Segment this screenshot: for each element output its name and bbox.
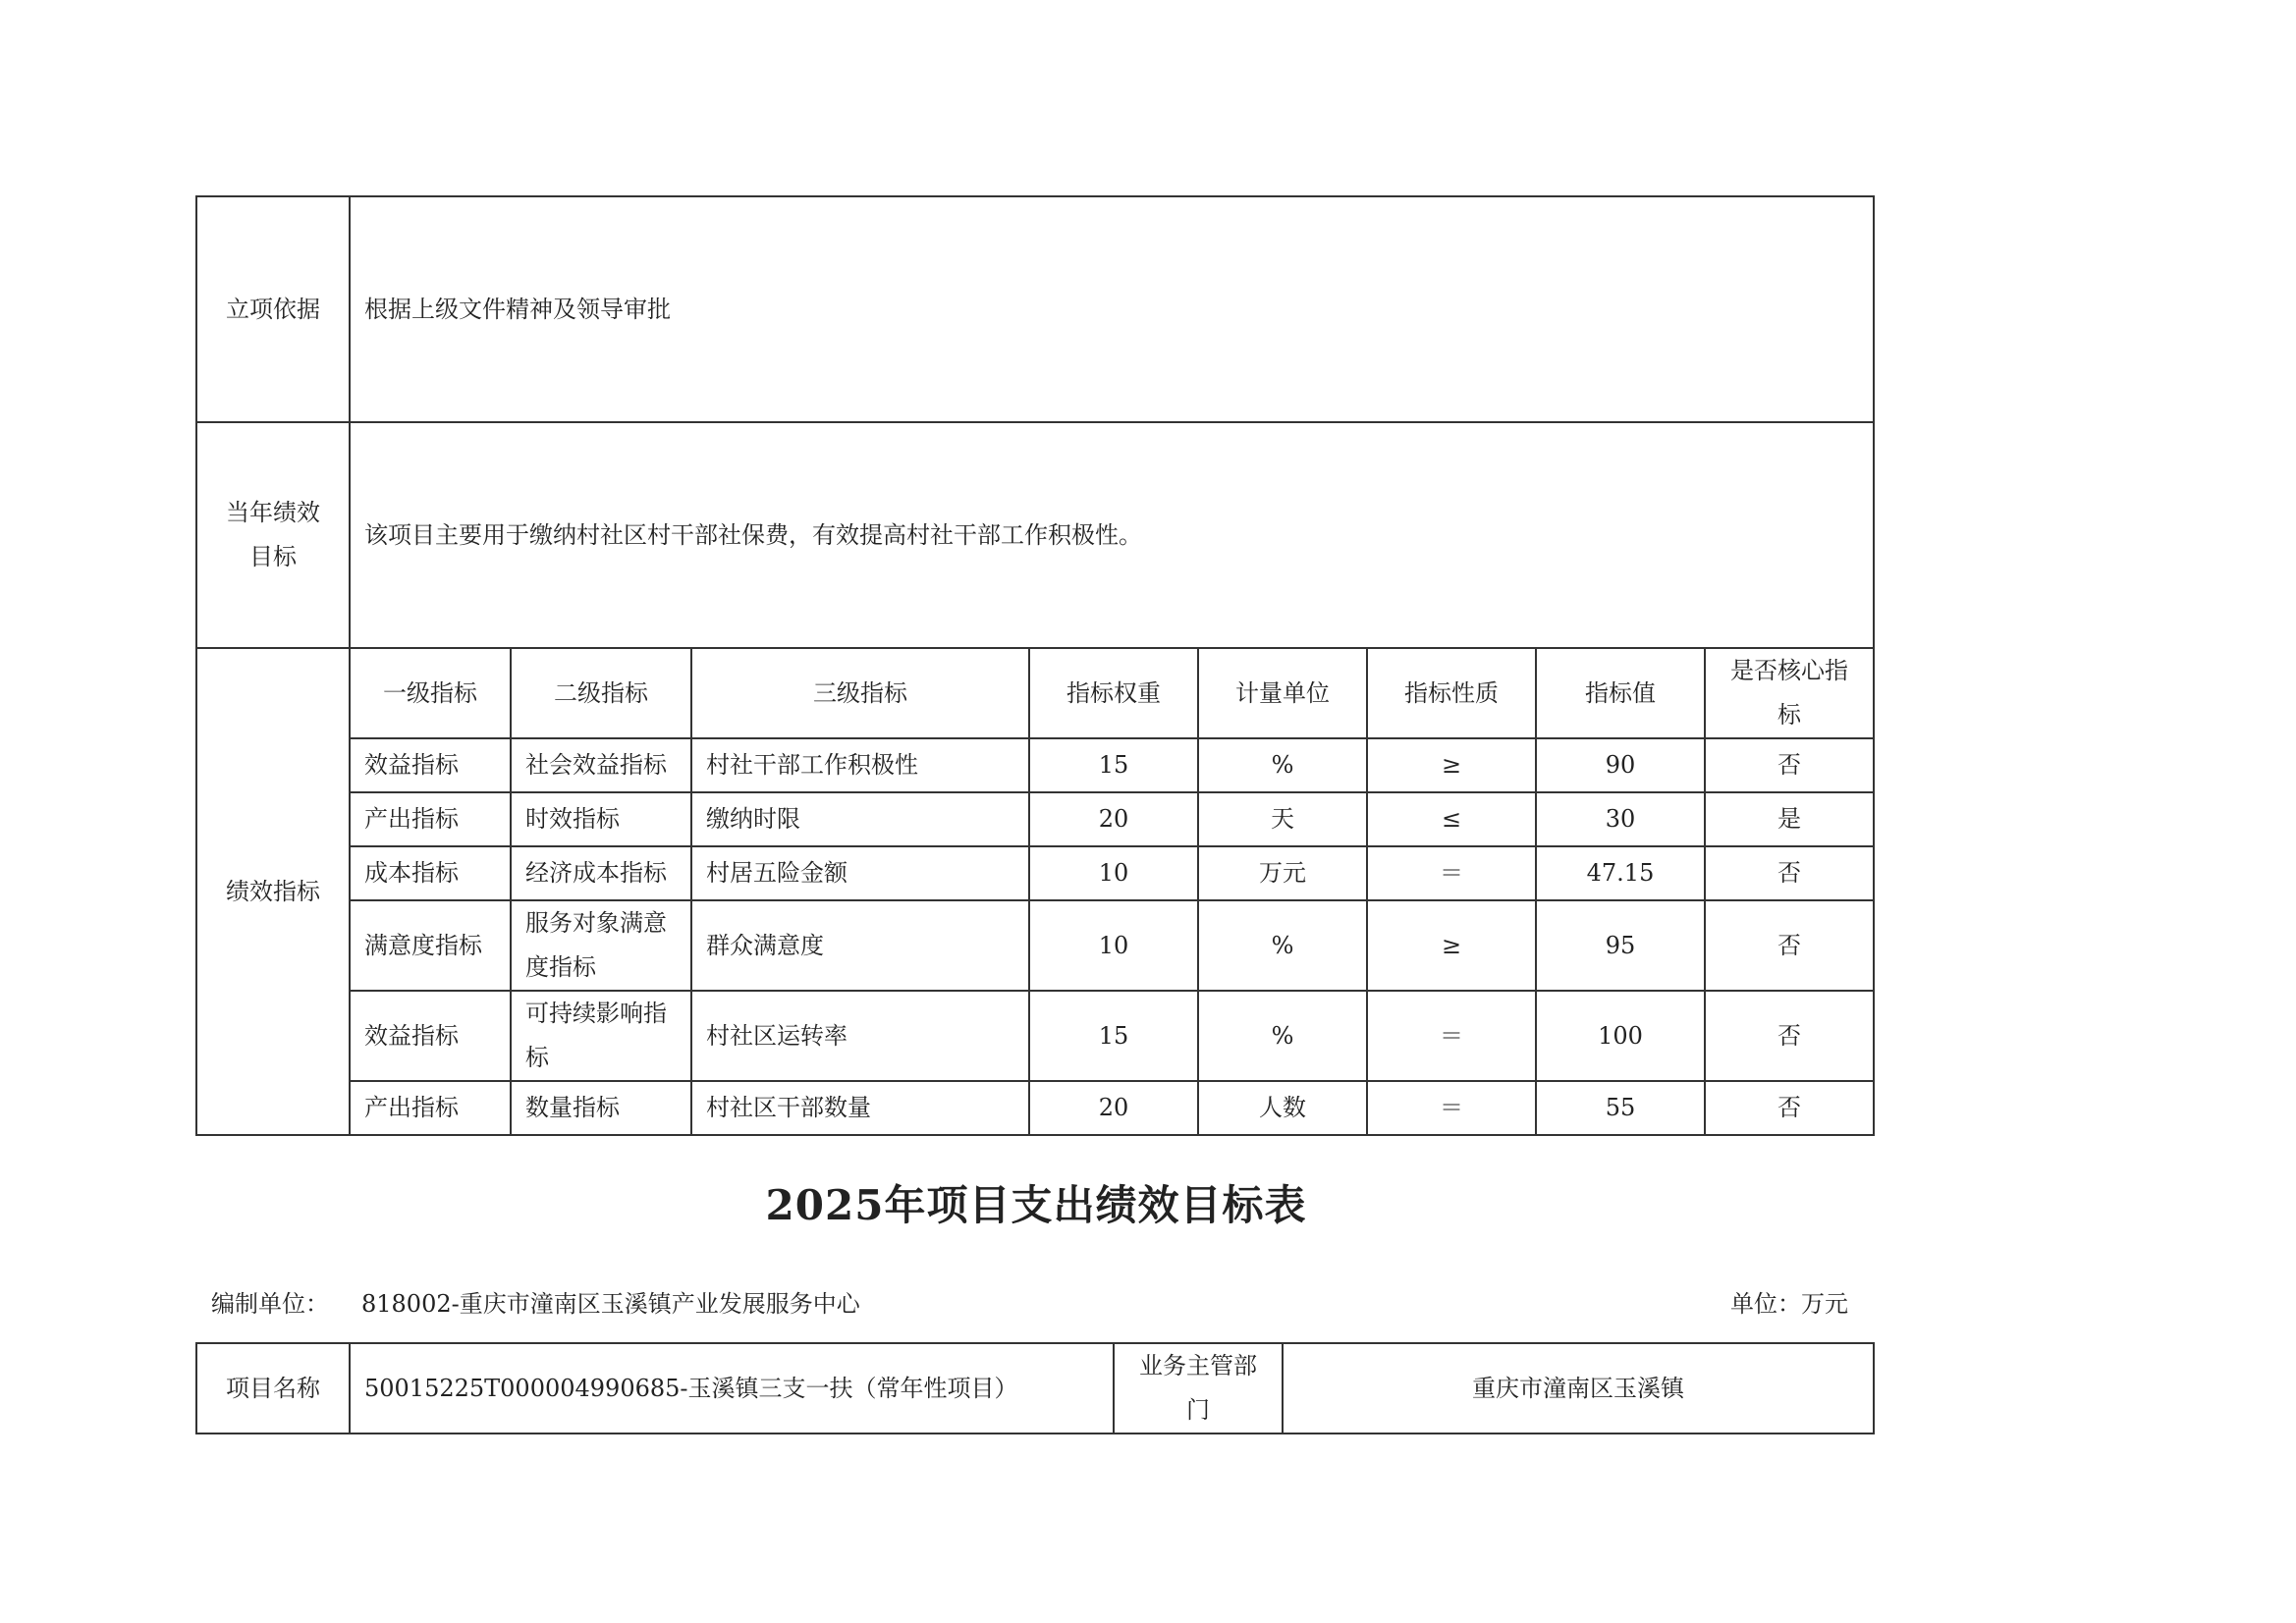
indicator-header-row xyxy=(196,648,1874,738)
cell-unit: 天 xyxy=(1198,792,1367,846)
project-row xyxy=(196,1343,1874,1434)
cell-nature: ≥ xyxy=(1367,900,1536,991)
dept-label: 业务主管部门 xyxy=(1114,1343,1283,1434)
cell-unit: % xyxy=(1198,900,1367,991)
org-label: 编制单位： xyxy=(211,1290,329,1318)
cell-value: 47.15 xyxy=(1536,846,1705,900)
dept-value: 重庆市潼南区玉溪镇 xyxy=(1283,1343,1874,1434)
unit-label: 单位：万元 xyxy=(1730,1290,1848,1318)
cell-level3: 村社区运转率 xyxy=(691,991,1029,1081)
cell-level1: 效益指标 xyxy=(350,738,511,792)
cell-level2: 时效指标 xyxy=(511,792,691,846)
cell-level2: 数量指标 xyxy=(511,1081,691,1135)
cell-level1: 效益指标 xyxy=(350,991,511,1081)
cell-level3: 村社区干部数量 xyxy=(691,1081,1029,1135)
cell-level2: 经济成本指标 xyxy=(511,846,691,900)
table-row xyxy=(196,900,1874,991)
goal-row xyxy=(196,422,1874,648)
header-level1: 一级指标 xyxy=(350,648,511,738)
cell-level1: 成本指标 xyxy=(350,846,511,900)
header-weight: 指标权重 xyxy=(1029,648,1198,738)
basis-row xyxy=(196,196,1874,422)
project-name-label: 项目名称 xyxy=(196,1343,350,1434)
table-row xyxy=(196,792,1874,846)
cell-level3: 群众满意度 xyxy=(691,900,1029,991)
project-table xyxy=(195,1342,1875,1434)
cell-level2: 社会效益指标 xyxy=(511,738,691,792)
cell-nature: ＝ xyxy=(1367,846,1536,900)
cell-nature: ＝ xyxy=(1367,991,1536,1081)
cell-value: 30 xyxy=(1536,792,1705,846)
cell-weight: 20 xyxy=(1029,792,1198,846)
cell-level3: 村社干部工作积极性 xyxy=(691,738,1029,792)
cell-weight: 10 xyxy=(1029,900,1198,991)
cell-core: 否 xyxy=(1705,991,1874,1081)
cell-unit: 万元 xyxy=(1198,846,1367,900)
cell-core: 是 xyxy=(1705,792,1874,846)
goal-label-line2: 目标 xyxy=(249,543,297,570)
header-level2: 二级指标 xyxy=(511,648,691,738)
cell-unit: 人数 xyxy=(1198,1081,1367,1135)
cell-weight: 15 xyxy=(1029,738,1198,792)
cell-nature: ＝ xyxy=(1367,1081,1536,1135)
cell-value: 95 xyxy=(1536,900,1705,991)
table-row xyxy=(196,846,1874,900)
cell-unit: % xyxy=(1198,991,1367,1081)
performance-table xyxy=(195,195,1875,1136)
cell-unit: % xyxy=(1198,738,1367,792)
cell-value: 55 xyxy=(1536,1081,1705,1135)
cell-weight: 10 xyxy=(1029,846,1198,900)
cell-level3: 缴纳时限 xyxy=(691,792,1029,846)
cell-level2: 可持续影响指标 xyxy=(511,991,691,1081)
header-value: 指标值 xyxy=(1536,648,1705,738)
header-level3: 三级指标 xyxy=(691,648,1029,738)
cell-value: 100 xyxy=(1536,991,1705,1081)
goal-label xyxy=(196,422,350,648)
cell-nature: ≥ xyxy=(1367,738,1536,792)
cell-level3: 村居五险金额 xyxy=(691,846,1029,900)
cell-core: 否 xyxy=(1705,846,1874,900)
project-name-value: 50015225T000004990685-玉溪镇三支一扶（常年性项目） xyxy=(350,1343,1114,1434)
basis-content: 根据上级文件精神及领导审批 xyxy=(350,196,1874,422)
org-value: 818002-重庆市潼南区玉溪镇产业发展服务中心 xyxy=(361,1290,860,1318)
cell-core: 否 xyxy=(1705,1081,1874,1135)
table-row xyxy=(196,738,1874,792)
cell-weight: 15 xyxy=(1029,991,1198,1081)
cell-core: 否 xyxy=(1705,738,1874,792)
table-row xyxy=(196,991,1874,1081)
indicator-group-label: 绩效指标 xyxy=(196,648,350,1135)
section-title: 2025年项目支出绩效目标表 xyxy=(765,1181,1307,1229)
cell-value: 90 xyxy=(1536,738,1705,792)
header-core: 是否核心指标 xyxy=(1705,648,1874,738)
header-nature: 指标性质 xyxy=(1367,648,1536,738)
goal-content: 该项目主要用于缴纳村社区村干部社保费，有效提高村社干部工作积极性。 xyxy=(350,422,1874,648)
cell-weight: 20 xyxy=(1029,1081,1198,1135)
table-row xyxy=(196,1081,1874,1135)
cell-level2: 服务对象满意度指标 xyxy=(511,900,691,991)
cell-level1: 产出指标 xyxy=(350,792,511,846)
basis-label: 立项依据 xyxy=(196,196,350,422)
cell-level1: 产出指标 xyxy=(350,1081,511,1135)
goal-label-line1: 当年绩效 xyxy=(226,499,320,526)
cell-nature: ≤ xyxy=(1367,792,1536,846)
cell-core: 否 xyxy=(1705,900,1874,991)
cell-level1: 满意度指标 xyxy=(350,900,511,991)
header-unit: 计量单位 xyxy=(1198,648,1367,738)
